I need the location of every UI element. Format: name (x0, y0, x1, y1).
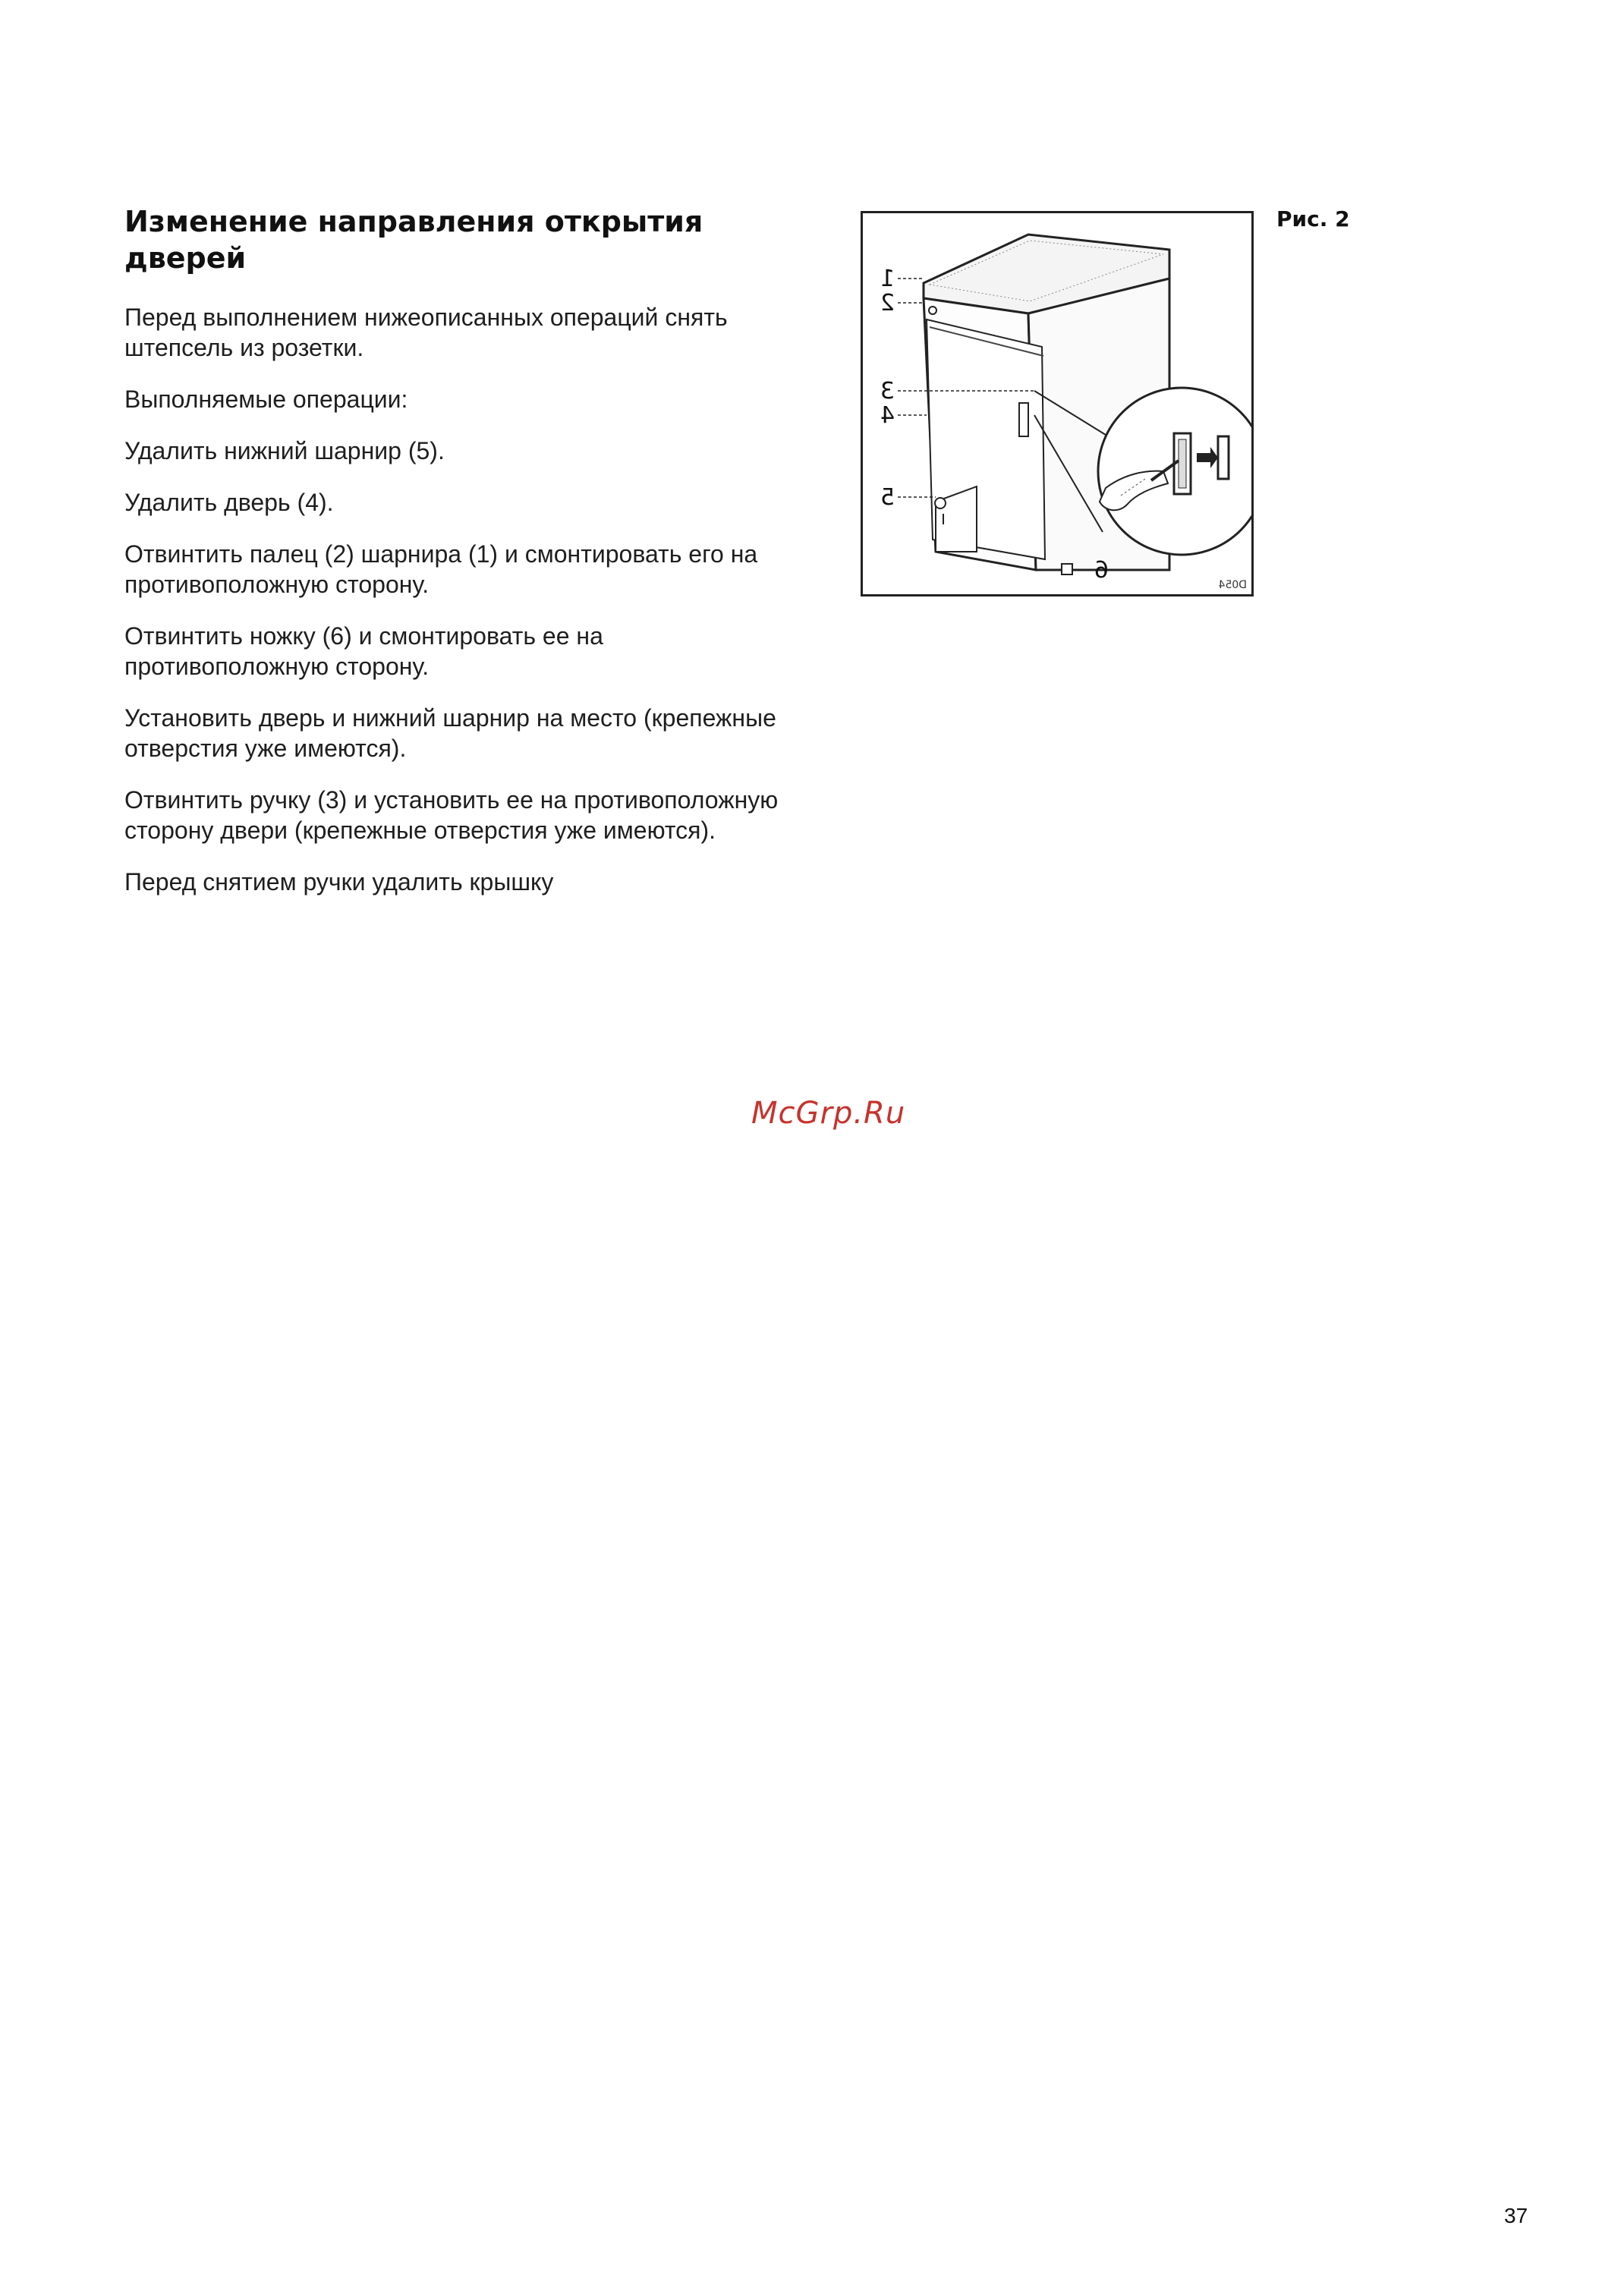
step-reinstall-door: Установить дверь и нижний шарнир на место (крепежные отверстия уже имеются). (124, 704, 776, 762)
callout-1: 1 (880, 266, 895, 292)
callout-4: 4 (880, 402, 895, 429)
section-title: Изменение направления открытия дверей (124, 205, 703, 275)
fridge-drawing (863, 213, 1251, 594)
figure-code: D054 (1218, 579, 1247, 591)
watermark: McGrp.Ru (751, 1096, 906, 1131)
figure-caption: Рис. 2 (1276, 206, 1350, 231)
page-number: 37 (1504, 2204, 1528, 2227)
figure-illustration (861, 211, 1254, 596)
callout-5: 5 (880, 484, 895, 511)
step-move-foot: Отвинтить ножку (6) и смонтировать ее на противоположную сторону. (124, 622, 603, 680)
step-move-hinge-pin: Отвинтить палец (2) шарнира (1) и смонтировать его на противоположную сторону. (124, 540, 758, 598)
callout-2: 2 (880, 290, 895, 316)
paragraph-operations-heading: Выполняемые операции: (124, 386, 408, 413)
step-remove-lower-hinge: Удалить нижний шарнир (5). (124, 437, 445, 464)
callout-6: 6 (1094, 557, 1109, 584)
step-remove-door: Удалить дверь (4). (124, 489, 334, 516)
paragraph-unplug: Перед выполнением нижеописанных операций снять штепсель из розетки. (124, 304, 728, 361)
instructions-body (124, 302, 807, 918)
step-move-handle: Отвинтить ручку (3) и установить ее на противоположную сторону двери (крепежные отверстия уже имеются). (124, 786, 779, 844)
step-remove-cover: Перед снятием ручки удалить крышку (124, 868, 554, 895)
callout-3: 3 (880, 378, 895, 404)
